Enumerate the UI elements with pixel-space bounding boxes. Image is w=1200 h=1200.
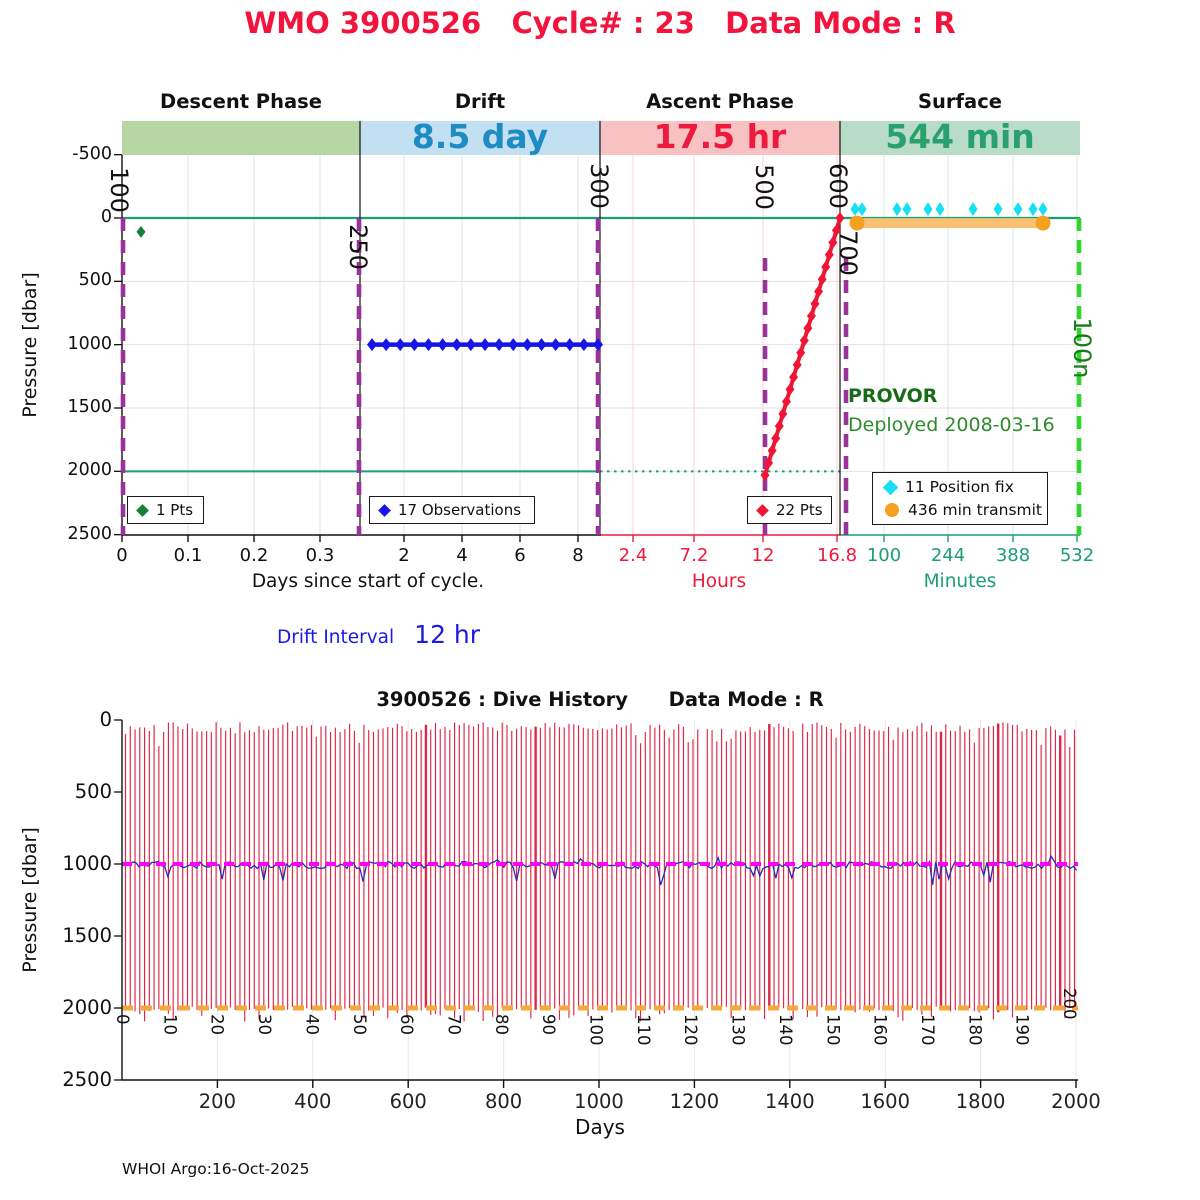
credit-footer: WHOI Argo:16-Oct-2025 [122,1160,310,1178]
phase-title-ascent: Ascent Phase [646,90,794,113]
tick-label: 2500 [67,523,112,544]
ascent-diamond-icon [756,504,769,517]
minutes-axis-caption: Minutes [923,571,997,592]
dive-history-title: 3900526 : Dive History Data Mode : R [376,688,824,711]
top-y-axis-label: Pressure [dbar] [19,272,41,418]
tick-label: 600 [389,1090,427,1113]
tick-label: 1000 [574,1090,624,1113]
tick-label: 800 [484,1090,523,1113]
tick-label: 150 [823,1014,843,1046]
tick-label: 2000 [67,460,112,481]
tick-label: 8 [572,545,584,566]
tick-label: 100 [105,167,133,213]
phase-title-descent: Descent Phase [160,90,322,113]
tick-label: 2500 [62,1068,112,1091]
tick-label: 170 [917,1014,937,1046]
tick-label: 2 [398,545,410,566]
tick-label: 2000 [1051,1090,1101,1113]
drift-duration-value: 8.5 day [411,117,549,156]
float-type-annotation: PROVOR [848,385,938,407]
tick-label: 2.4 [618,545,648,566]
tick-label: 160 [870,1014,890,1046]
tick-label: 500 [74,780,112,803]
tick-label: 600 [824,163,852,209]
tick-label: 0.2 [239,545,269,566]
ascent-legend-label: 22 Pts [776,501,823,519]
tick-label: 100 [586,1014,606,1046]
tick-label: 1200 [669,1090,720,1113]
tick-label: 2000 [62,996,112,1019]
tick-label: 0.1 [173,545,203,566]
tick-label: 90 [539,1014,559,1035]
phase-title-drift: Drift [454,90,506,113]
tick-label: 244 [930,545,966,566]
transmit-legend-label: 436 min transmit [908,501,1042,519]
deployment-date-annotation: Deployed 2008-03-16 [848,414,1055,436]
tick-label: 500 [78,270,112,291]
tick-label: 130 [728,1014,748,1046]
descent-legend-label: 1 Pts [156,501,194,519]
bottom-y-axis-label: Pressure [dbar] [19,827,41,973]
surface-duration-value: 544 min [885,117,1035,156]
tick-label: 7.2 [679,545,709,566]
transmit-circle-icon [885,503,899,517]
tick-label: 0.3 [305,545,335,566]
tick-label: 60 [397,1014,417,1035]
tick-label: 200 [198,1090,237,1113]
tick-label: 1000 [62,852,112,875]
tick-label: 1400 [764,1090,815,1113]
tick-label: 500 [750,164,778,210]
tick-label: 1600 [860,1090,911,1113]
days-axis-caption: Days since start of cycle. [251,571,485,592]
bottom-x-axis-label: Days [575,1115,625,1139]
tick-label: 30 [255,1014,275,1035]
tick-label: 1500 [62,924,112,947]
tick-label: 1000 [67,333,112,354]
tick-label: 0 [116,545,128,566]
tick-label: 110 [633,1014,653,1046]
tick-label: 200 [1060,988,1079,1020]
phase-title-surface: Surface [918,90,1002,113]
tick-label: 100 [866,545,902,566]
drift-legend [369,496,535,524]
tick-label: 700 [834,230,862,276]
tick-label: 70 [444,1014,464,1035]
ascent-duration-value: 17.5 hr [653,117,787,156]
tick-label: 80 [491,1014,511,1035]
hours-axis-caption: Hours [691,571,747,592]
tick-label: 50 [349,1014,369,1035]
tick-label: 300 [585,163,613,209]
tick-label: 400 [294,1090,332,1113]
surface-legend [872,472,1048,525]
tick-label: 180 [965,1014,985,1046]
page-title: WMO 3900526 Cycle# : 23 Data Mode : R [244,6,956,40]
tick-label: 190 [1012,1014,1032,1046]
tick-label: 140 [775,1014,795,1046]
drift-interval-annotation [277,620,480,649]
tick-label: 0 [99,708,112,731]
drift-interval-label: Drift Interval [277,627,395,648]
tick-label: 20 [207,1014,227,1035]
tick-label: 250 [344,224,372,270]
tick-label: 532 [1059,545,1095,566]
descent-legend [127,496,204,524]
position-fix-diamond-icon [883,479,899,495]
tick-label: 1800 [955,1090,1006,1113]
tick-label: 100n [1068,317,1096,379]
tick-label: 4 [456,545,468,566]
tick-label: -500 [72,143,112,164]
position-fix-legend-label: 11 Position fix [905,478,1014,496]
tick-label: 10 [160,1014,180,1035]
tick-label: 120 [681,1014,701,1046]
drift-legend-label: 17 Observations [398,501,522,519]
tick-label: 1500 [67,397,112,417]
drift-diamond-icon [378,504,391,517]
tick-label: 40 [302,1014,322,1035]
drift-interval-value: 12 hr [414,620,481,649]
tick-label: 388 [995,545,1031,566]
descent-diamond-icon [136,504,149,517]
tick-label: 0 [100,207,112,227]
tick-label: 12 [751,545,775,566]
tick-label: 0 [113,1014,132,1025]
tick-label: 16.8 [816,545,858,566]
ascent-legend [747,496,832,524]
tick-label: 6 [514,545,526,566]
